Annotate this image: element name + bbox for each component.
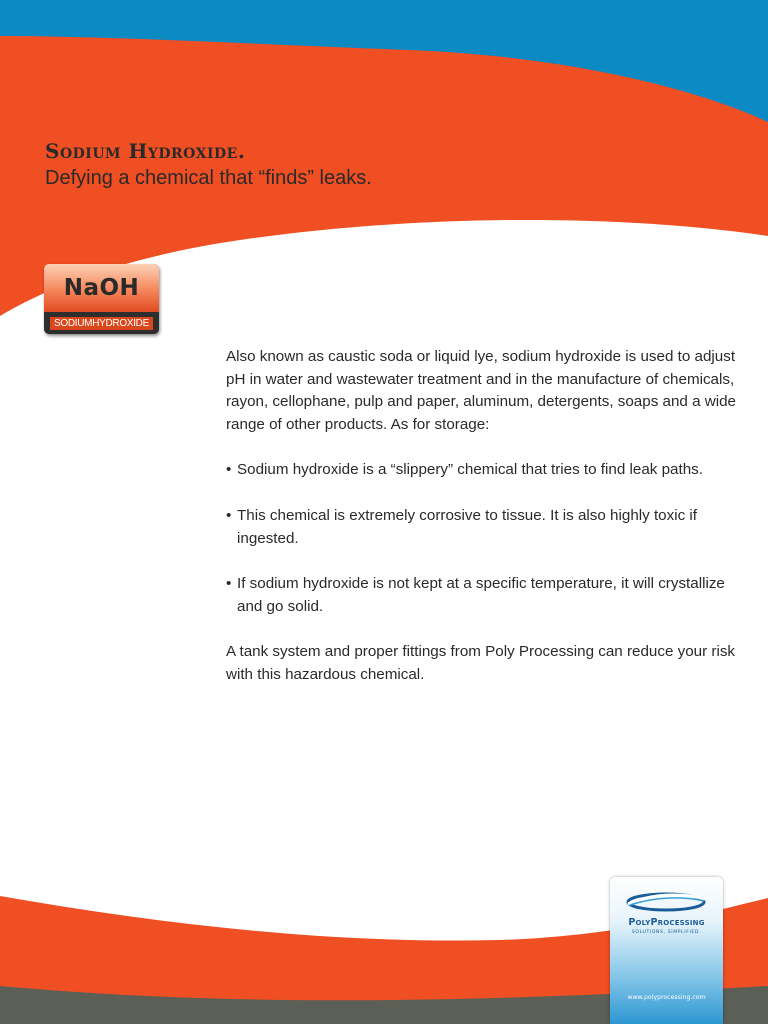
bullet-icon: •	[226, 506, 232, 524]
list-item	[226, 505, 736, 550]
chemical-name: SODIUMHYDROXIDE	[50, 317, 153, 330]
page-title: Sodium Hydroxide.	[45, 139, 246, 163]
body-copy	[226, 346, 736, 710]
swoosh-logo-icon	[622, 889, 710, 915]
headline	[45, 138, 372, 192]
bullet-icon: •	[226, 461, 232, 479]
list-item	[226, 459, 736, 482]
intro-paragraph: Also known as caustic soda or liquid lye, sodium hydroxide is used to adjust pH in water and wastewater treatment and in the manufacture of chemicals, rayon, cellophane, pulp and paper, aluminum, detergents, soaps and a wide range of other products. As for storage:	[226, 348, 736, 433]
page-subtitle: Defying a chemical that “finds” leaks.	[45, 167, 372, 189]
chemical-badge	[44, 264, 159, 334]
list-item	[226, 573, 736, 618]
list-item-text: If sodium hydroxide is not kept at a specific temperature, it will crystallize and go solid.	[237, 575, 725, 615]
closing-paragraph: A tank system and proper fittings from Poly Processing can reduce your risk with this hazardous chemical.	[226, 643, 736, 683]
company-name: PolyProcessing	[628, 917, 705, 928]
chemical-formula: NaOH	[44, 264, 159, 312]
company-tagline: SOLUTIONS, SIMPLIFIED.	[631, 930, 702, 935]
list-item-text: Sodium hydroxide is a “slippery” chemical that tries to find leak paths.	[237, 461, 703, 479]
chemical-name-bar	[44, 312, 159, 334]
list-item-text: This chemical is extremely corrosive to tissue. It is also highly toxic if ingested.	[237, 506, 697, 547]
company-logo-card	[610, 877, 723, 1024]
bullet-icon: •	[226, 575, 232, 593]
company-url: www.polyprocessing.com	[627, 994, 706, 1001]
